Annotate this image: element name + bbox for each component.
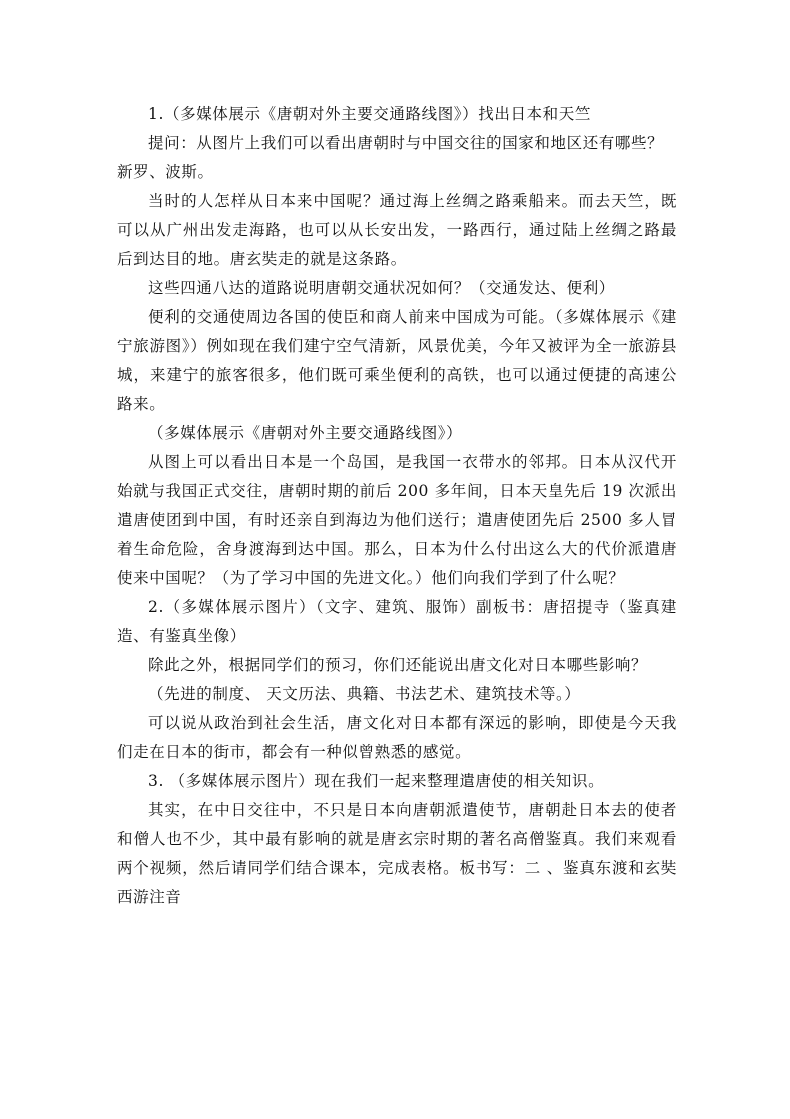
paragraph-influence-summary: 可以说从政治到社会生活，唐文化对日本都有深远的影响，即使是今天我们走在日本的街市，都会有一种似曾熟悉的感觉。	[117, 714, 677, 761]
paragraph-answer: 新罗、波斯。	[117, 163, 214, 181]
paragraph-routes: 当时的人怎样从日本来中国呢？通过海上丝绸之路乘船来。而去天竺，既可以从广州出发走海路，也可以从长安出发，一路西行，通过陆上丝绸之路最后到达目的地。唐玄奘走的就是这条路。	[117, 192, 677, 268]
paragraph-item-1-heading: 1.（多媒体展示《唐朝对外主要交通路线图》）找出日本和天竺	[148, 105, 591, 123]
paragraph-jianzhen: 其实，在中日交往中，不只是日本向唐朝派遣使节，唐朝赴日本去的使者和僧人也不少，其中最有影响的就是唐玄宗时期的著名高僧鉴真。我们来观看两个视频，然后请同学们结合课本，完成表格。板书写：二 、鉴真东渡和玄奘西游注音	[117, 801, 677, 906]
paragraph-question: 提问：从图片上我们可以看出唐朝时与中国交往的国家和地区还有哪些？	[148, 134, 664, 152]
paragraph-influence-answer: （先进的制度、 天文历法、典籍、书法艺术、建筑技术等。）	[148, 685, 581, 703]
paragraph-multimedia-note: （多媒体展示《唐朝对外主要交通路线图》）	[148, 424, 463, 442]
paragraph-jianning: 便利的交通使周边各国的使臣和商人前来中国成为可能。（多媒体展示《建宁旅游图》）例如现在我们建宁空气清新，风景优美，今年又被评为全一旅游县城，来建宁的旅客很多，他们既可乘坐便利的高铁，也可以通过便捷的高速公路来。	[117, 308, 677, 413]
paragraph-japan: 从图上可以看出日本是一个岛国，是我国一衣带水的邻邦。日本从汉代开始就与我国正式交往，唐朝时期的前后 200 多年间，日本天皇先后 19 次派出遣唐使团到中国，有时还亲自到海边为他们送行；遣唐使团先后 2500 多人冒着生命危险，舍身渡海到达中国。那么，日本为什么付出这么大的代价派遣唐使来中国呢？（为了学习中国的先进文化。）他们向我们学到了什么呢？	[117, 453, 677, 587]
paragraph-influence-question: 除此之外，根据同学们的预习，你们还能说出唐文化对日本哪些影响？	[148, 656, 648, 674]
document-body	[117, 100, 677, 912]
paragraph-item-3-heading: 3. （多媒体展示图片）现在我们一起来整理遣唐使的相关知识。	[148, 772, 605, 790]
paragraph-traffic-question: 这些四通八达的道路说明唐朝交通状况如何？（交通发达、便利）	[148, 279, 615, 297]
paragraph-item-2-heading: 2.（多媒体展示图片）（文字、建筑、服饰）副板书：唐招提寺（鉴真建造、有鉴真坐像）	[117, 598, 677, 645]
